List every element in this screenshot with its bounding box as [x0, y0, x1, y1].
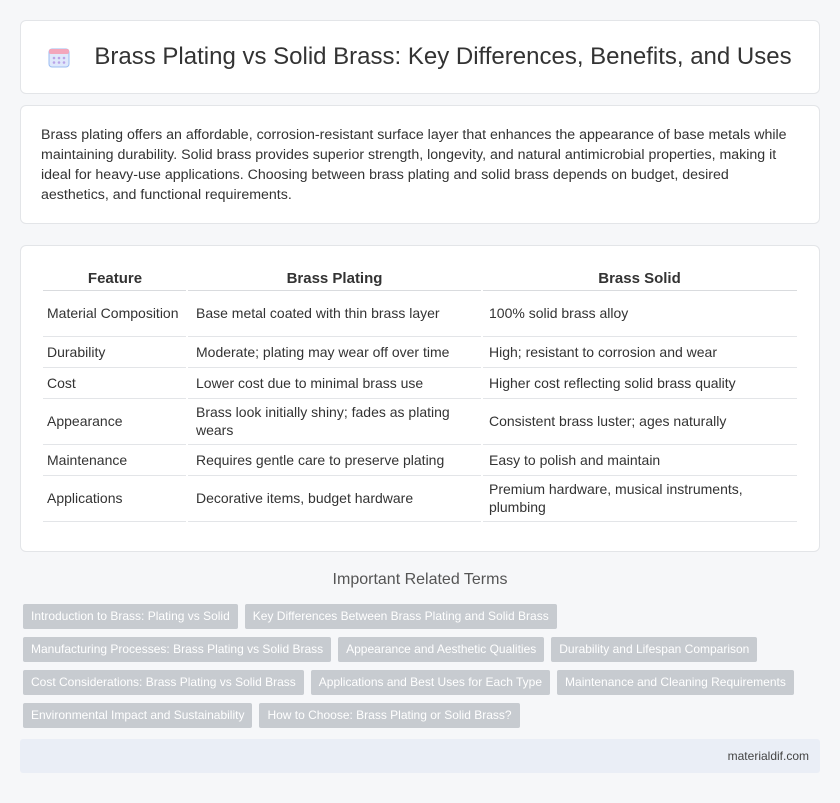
related-term-tag[interactable]: Key Differences Between Brass Plating and Solid Brass [245, 604, 557, 629]
calendar-icon [48, 46, 70, 68]
related-term-tag[interactable]: Durability and Lifespan Comparison [551, 637, 757, 662]
intro-card [20, 105, 820, 224]
table-row [43, 290, 797, 336]
cell-plating: Moderate; plating may wear off over time [187, 336, 482, 367]
comparison-table [43, 264, 797, 522]
related-term-tag[interactable]: Appearance and Aesthetic Qualities [338, 637, 544, 662]
related-term-tag[interactable]: How to Choose: Brass Plating or Solid Brass? [259, 703, 519, 728]
table-row [43, 444, 797, 475]
footer-site-link[interactable]: materialdif.com [727, 749, 809, 763]
related-term-tag[interactable]: Introduction to Brass: Plating vs Solid [23, 604, 238, 629]
table-row [43, 367, 797, 398]
cell-solid: High; resistant to corrosion and wear [482, 336, 797, 367]
related-term-tag[interactable]: Maintenance and Cleaning Requirements [557, 670, 794, 695]
cell-feature: Durability [43, 336, 187, 367]
table-header-row [43, 264, 797, 290]
header-feature: Feature [43, 264, 187, 290]
cell-feature: Material Composition [43, 290, 187, 336]
cell-feature: Cost [43, 367, 187, 398]
header-brass-solid: Brass Solid [482, 264, 797, 290]
cell-solid: Easy to polish and maintain [482, 444, 797, 475]
cell-solid: Consistent brass luster; ages naturally [482, 398, 797, 444]
footer [20, 739, 820, 773]
page-title: Brass Plating vs Solid Brass: Key Differences, Benefits, and Uses [94, 43, 792, 70]
header-brass-plating: Brass Plating [187, 264, 482, 290]
table-row [43, 475, 797, 521]
cell-feature: Maintenance [43, 444, 187, 475]
table-row [43, 336, 797, 367]
related-term-tag[interactable]: Manufacturing Processes: Brass Plating vs Solid Brass [23, 637, 331, 662]
cell-feature: Applications [43, 475, 187, 521]
cell-feature: Appearance [43, 398, 187, 444]
related-terms-title: Important Related Terms [332, 571, 508, 588]
intro-text: Brass plating offers an affordable, corrosion-resistant surface layer that enhances the appearance of base metals while maintaining durability. Solid brass provides superior strength, longevity, and natural antimicrobial properties, making it ideal for heavy-use applications. Choosing between brass plating and solid brass depends on budget, desired aesthetics, and functional requirements. [41, 127, 787, 203]
related-term-tag[interactable]: Environmental Impact and Sustainability [23, 703, 252, 728]
cell-plating: Requires gentle care to preserve plating [187, 444, 482, 475]
cell-solid: 100% solid brass alloy [482, 290, 797, 336]
page-header [20, 20, 820, 94]
cell-solid: Premium hardware, musical instruments, plumbing [482, 475, 797, 521]
cell-plating: Lower cost due to minimal brass use [187, 367, 482, 398]
cell-plating: Brass look initially shiny; fades as plating wears [187, 398, 482, 444]
related-term-tag[interactable]: Applications and Best Uses for Each Type [311, 670, 550, 695]
comparison-card [20, 245, 820, 552]
table-row [43, 398, 797, 444]
related-term-tag[interactable]: Cost Considerations: Brass Plating vs Solid Brass [23, 670, 304, 695]
related-terms-tags [23, 604, 813, 728]
cell-plating: Decorative items, budget hardware [187, 475, 482, 521]
cell-solid: Higher cost reflecting solid brass quality [482, 367, 797, 398]
cell-plating: Base metal coated with thin brass layer [187, 290, 482, 336]
